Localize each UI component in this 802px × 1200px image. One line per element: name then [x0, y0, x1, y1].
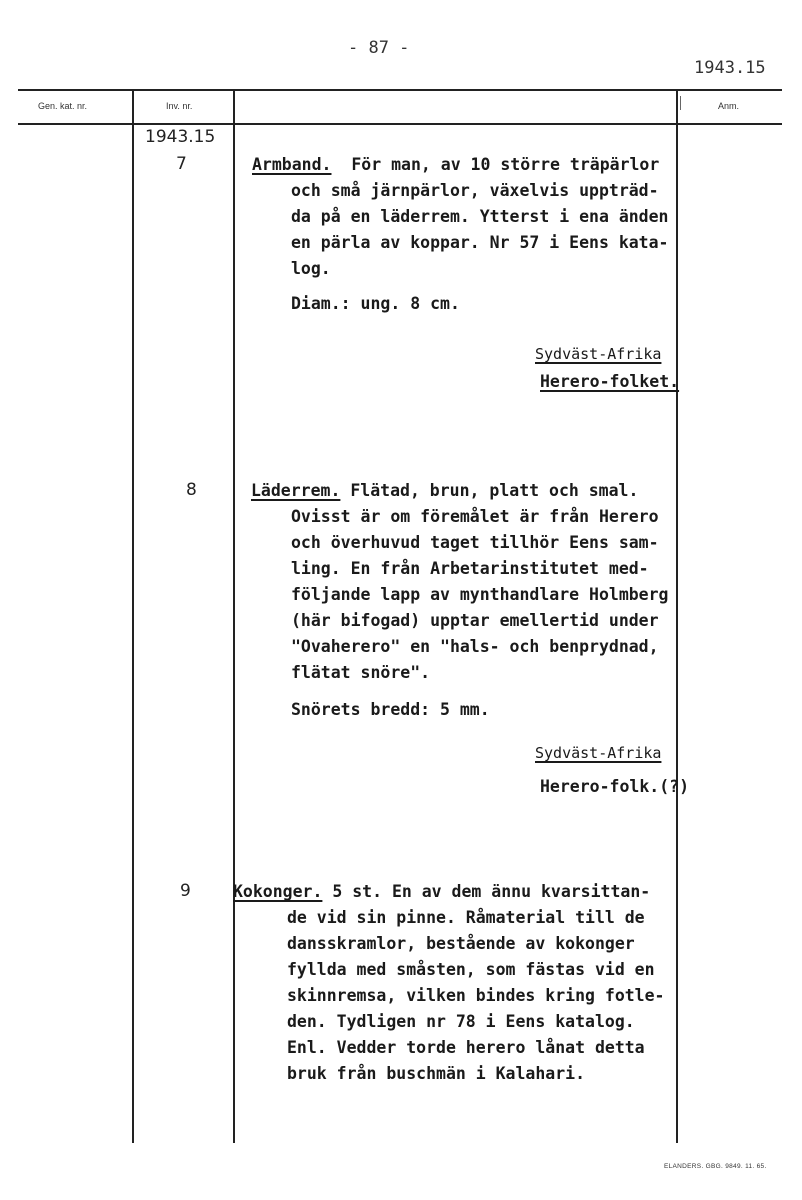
anm-top-tick [680, 96, 681, 110]
entry-9-number: 9 [180, 881, 191, 901]
entry-9-line-5: skinnremsa, vilken bindes kring fotle- [287, 986, 665, 1005]
entry-7-line-4: en pärla av koppar. Nr 57 i Eens kata- [291, 233, 669, 252]
entry-8-region: Sydväst-Afrika [535, 744, 662, 762]
entry-7-line-3: da på en läderrem. Ytterst i ena änden [291, 207, 669, 226]
entry-8-line-5: följande lapp av mynthandlare Holmberg [291, 585, 669, 604]
entry-7-line-1 [252, 155, 659, 174]
entry-9-line-3: dansskramlor, bestående av kokonger [287, 934, 635, 953]
entry-8-title: Läderrem. [251, 481, 341, 500]
header-reference: 1943.15 [694, 58, 766, 78]
entry-8-people: Herero-folk.(?) [540, 777, 690, 796]
entry-9-line-7: Enl. Vedder torde herero lånat detta [287, 1038, 645, 1057]
column-header-anm: Anm. [718, 101, 740, 111]
entry-7-people: Herero-folket. [540, 372, 680, 391]
entry-9-line-4: fyllda med småsten, som fästas vid en [287, 960, 655, 979]
page-number: - 87 - [348, 38, 410, 58]
entry-7-line-2: och små järnpärlor, växelvis uppträd- [291, 181, 659, 200]
entry-7-line-1-rest: För man, av 10 större träpärlor [331, 155, 660, 174]
entry-7-number: 7 [176, 154, 187, 174]
entry-8-line-1-rest: Flätad, brun, platt och smal. [340, 481, 639, 500]
column-divider-left [132, 89, 134, 1143]
entry-7-line-5: log. [291, 259, 331, 278]
entry-7-measurement: Diam.: ung. 8 cm. [291, 294, 460, 313]
entry-7-region: Sydväst-Afrika [535, 345, 662, 363]
entry-8-line-7: "Ovaherero" en "hals- och benprydnad, [291, 637, 659, 656]
entry-9-line-1-rest: 5 st. En av dem ännu kvarsittan- [322, 882, 651, 901]
entry-9-line-8: bruk från buschmän i Kalahari. [287, 1064, 586, 1083]
entry-8-measurement: Snörets bredd: 5 mm. [291, 700, 490, 719]
entry-9-line-2: de vid sin pinne. Råmaterial till de [287, 908, 645, 927]
entry-8-line-6: (här bifogad) upptar emellertid under [291, 611, 659, 630]
column-divider-inv [233, 89, 235, 1143]
printer-mark: ELANDERS. GBG. 9849. 11. 65. [664, 1163, 767, 1170]
column-header-inv-nr: Inv. nr. [166, 101, 193, 111]
entry-8-line-3: och överhuvud taget tillhör Eens sam- [291, 533, 659, 552]
inventory-year: 1943.15 [145, 127, 216, 147]
column-divider-anm [676, 89, 678, 1143]
entry-8-line-2: Ovisst är om föremålet är från Herero [291, 507, 659, 526]
entry-9-line-1 [233, 882, 650, 901]
entry-8-number: 8 [186, 480, 197, 500]
entry-9-title: Kokonger. [233, 882, 323, 901]
entry-8-line-8: flätat snöre". [291, 663, 431, 682]
entry-7-title: Armband. [252, 155, 332, 174]
entry-8-line-1 [251, 481, 638, 500]
entry-9-line-6: den. Tydligen nr 78 i Eens katalog. [287, 1012, 635, 1031]
entry-8-line-4: ling. En från Arbetarinstitutet med- [291, 559, 649, 578]
column-header-gen-kat-nr: Gen. kat. nr. [38, 101, 88, 111]
